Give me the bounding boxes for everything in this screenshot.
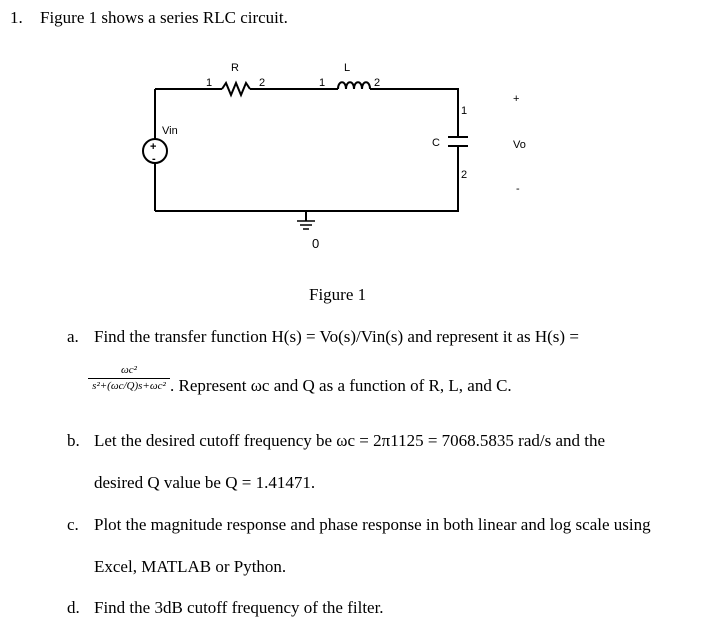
- wire-right-bottom: [155, 147, 458, 211]
- part-a-line2: . Represent ωc and Q as a function of R, L, and C.: [170, 376, 512, 395]
- label-r-pin2: 2: [259, 77, 266, 89]
- label-c-pin1: 1: [461, 105, 468, 117]
- part-c-line2: Excel, MATLAB or Python.: [94, 557, 287, 576]
- part-b-line1: Let the desired cutoff frequency be ωc = 2π1125 = 7068.5835 rad/s and the: [94, 431, 606, 450]
- question-number: 1.: [10, 8, 23, 27]
- transfer-function-fraction: [88, 364, 170, 392]
- part-a-letter: a.: [67, 327, 79, 346]
- label-ground: 0: [312, 236, 320, 251]
- fraction-numerator: ωc²: [121, 364, 137, 376]
- label-l-pin2: 2: [374, 77, 381, 89]
- wire-top-right: [370, 89, 458, 136]
- label-r: R: [231, 62, 239, 74]
- fraction-denominator: s²+(ωc/Q)s+ωc²: [92, 380, 166, 392]
- part-a-line1: Find the transfer function H(s) = Vo(s)/Vin(s) and represent it as H(s) =: [94, 327, 579, 346]
- label-vo-plus: +: [513, 93, 520, 105]
- inductor-symbol: [338, 82, 370, 89]
- fraction-bar: [88, 378, 170, 379]
- question-text: Figure 1 shows a series RLC circuit.: [40, 8, 288, 27]
- figure-caption: Figure 1: [309, 285, 367, 304]
- part-d-line1: Find the 3dB cutoff frequency of the filter.: [94, 598, 384, 617]
- label-r-pin1: 1: [206, 77, 213, 89]
- label-c-pin2: 2: [461, 169, 468, 181]
- source-plus: +: [150, 141, 157, 153]
- part-c-letter: c.: [67, 515, 79, 534]
- resistor-symbol: [222, 83, 250, 95]
- part-b-line2: desired Q value be Q = 1.41471.: [94, 473, 316, 492]
- label-vo: Vo: [513, 139, 526, 151]
- part-b-letter: b.: [67, 431, 80, 450]
- label-vo-minus: -: [516, 183, 520, 195]
- rlc-circuit-diagram: [0, 0, 703, 280]
- label-vin: Vin: [162, 125, 178, 137]
- source-minus: -: [152, 153, 156, 165]
- label-l-pin1: 1: [319, 77, 326, 89]
- part-d-letter: d.: [67, 598, 80, 617]
- label-c: C: [432, 137, 440, 149]
- part-c-line1: Plot the magnitude response and phase response in both linear and log scale using: [94, 515, 651, 534]
- label-l: L: [344, 62, 351, 74]
